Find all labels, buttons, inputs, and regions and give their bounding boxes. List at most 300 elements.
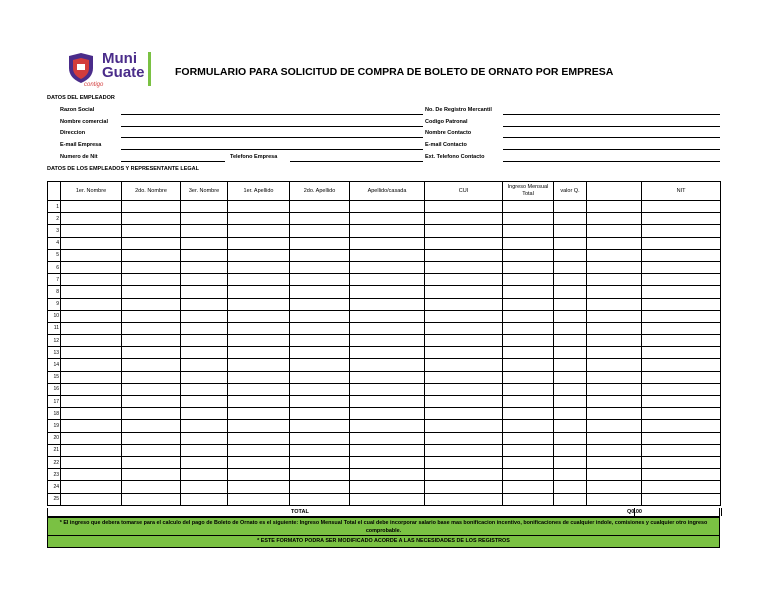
table-cell[interactable] xyxy=(425,335,503,347)
table-cell[interactable] xyxy=(228,322,290,334)
table-cell[interactable] xyxy=(122,249,181,261)
table-cell[interactable] xyxy=(61,201,122,213)
table-cell[interactable] xyxy=(228,261,290,273)
field-codigo-patronal[interactable] xyxy=(503,126,720,127)
table-cell[interactable] xyxy=(61,335,122,347)
table-cell[interactable] xyxy=(350,347,425,359)
table-cell[interactable] xyxy=(425,286,503,298)
table-cell[interactable] xyxy=(350,371,425,383)
table-cell[interactable] xyxy=(122,347,181,359)
table-cell[interactable] xyxy=(290,322,350,334)
table-cell[interactable] xyxy=(350,261,425,273)
table-cell[interactable] xyxy=(350,408,425,420)
table-cell[interactable] xyxy=(290,456,350,468)
table-cell[interactable] xyxy=(290,237,350,249)
table-cell[interactable] xyxy=(642,261,721,273)
table-cell[interactable] xyxy=(642,396,721,408)
table-cell[interactable] xyxy=(290,335,350,347)
table-cell[interactable] xyxy=(425,432,503,444)
table-cell[interactable] xyxy=(290,213,350,225)
table-cell[interactable] xyxy=(587,396,642,408)
field-nombre-contacto[interactable] xyxy=(503,137,720,138)
table-cell[interactable] xyxy=(503,225,554,237)
table-cell[interactable] xyxy=(503,249,554,261)
table-cell[interactable] xyxy=(350,359,425,371)
table-cell[interactable] xyxy=(181,396,228,408)
table-cell[interactable] xyxy=(503,347,554,359)
table-cell[interactable] xyxy=(503,213,554,225)
table-cell[interactable] xyxy=(181,481,228,493)
table-cell[interactable] xyxy=(290,274,350,286)
table-cell[interactable] xyxy=(122,371,181,383)
table-cell[interactable] xyxy=(122,359,181,371)
table-cell[interactable] xyxy=(554,201,587,213)
table-cell[interactable] xyxy=(290,420,350,432)
table-cell[interactable] xyxy=(554,493,587,505)
table-cell[interactable] xyxy=(587,261,642,273)
table-cell[interactable] xyxy=(425,469,503,481)
table-cell[interactable] xyxy=(290,371,350,383)
table-cell[interactable] xyxy=(61,322,122,334)
table-cell[interactable] xyxy=(228,225,290,237)
table-cell[interactable] xyxy=(181,347,228,359)
table-cell[interactable] xyxy=(61,249,122,261)
field-ext-telefono[interactable] xyxy=(503,161,720,162)
table-cell[interactable] xyxy=(425,408,503,420)
table-cell[interactable] xyxy=(554,444,587,456)
table-cell[interactable] xyxy=(503,444,554,456)
row-number: 2 xyxy=(48,213,61,225)
table-cell[interactable] xyxy=(642,225,721,237)
table-cell[interactable] xyxy=(503,408,554,420)
table-cell[interactable] xyxy=(425,249,503,261)
table-cell[interactable] xyxy=(587,286,642,298)
table-cell[interactable] xyxy=(122,261,181,273)
table-cell[interactable] xyxy=(181,456,228,468)
table-cell[interactable] xyxy=(425,347,503,359)
table-cell[interactable] xyxy=(642,213,721,225)
table-cell[interactable] xyxy=(554,286,587,298)
table-cell[interactable] xyxy=(122,432,181,444)
table-cell[interactable] xyxy=(554,481,587,493)
table-cell[interactable] xyxy=(587,298,642,310)
table-cell[interactable] xyxy=(642,432,721,444)
table-cell[interactable] xyxy=(61,383,122,395)
table-cell[interactable] xyxy=(61,481,122,493)
table-cell[interactable] xyxy=(554,347,587,359)
table-cell[interactable] xyxy=(181,420,228,432)
income-note: * El ingreso que debera tomarse para el calculo del pago de Boleto de Ornato es el siguiente: Ingreso Mensual Total el cual debe incorporar salario base mas bonificacion incentivo, bonificaciones de cualquier indole, comisiones y cualquier otro ingreso comprobable. xyxy=(47,517,720,536)
table-cell[interactable] xyxy=(61,371,122,383)
employees-table-body xyxy=(48,201,721,506)
table-cell[interactable] xyxy=(61,274,122,286)
table-cell[interactable] xyxy=(228,456,290,468)
table-cell[interactable] xyxy=(290,347,350,359)
table-cell[interactable] xyxy=(228,432,290,444)
table-cell[interactable] xyxy=(290,383,350,395)
table-cell[interactable] xyxy=(181,432,228,444)
header-cell xyxy=(587,182,642,201)
table-cell[interactable] xyxy=(503,261,554,273)
table-cell[interactable] xyxy=(228,310,290,322)
table-cell[interactable] xyxy=(425,310,503,322)
table-cell[interactable] xyxy=(554,298,587,310)
field-razon-social[interactable] xyxy=(121,114,423,115)
table-cell[interactable] xyxy=(122,213,181,225)
table-cell[interactable] xyxy=(228,335,290,347)
table-cell[interactable] xyxy=(350,396,425,408)
table-cell[interactable] xyxy=(290,444,350,456)
table-cell[interactable] xyxy=(181,408,228,420)
table-cell[interactable] xyxy=(290,249,350,261)
row-number: 4 xyxy=(48,237,61,249)
table-cell[interactable] xyxy=(181,383,228,395)
table-cell[interactable] xyxy=(554,322,587,334)
table-cell[interactable] xyxy=(642,298,721,310)
table-cell[interactable] xyxy=(61,261,122,273)
table-cell[interactable] xyxy=(290,432,350,444)
table-cell[interactable] xyxy=(642,201,721,213)
table-cell[interactable] xyxy=(350,225,425,237)
table-cell[interactable] xyxy=(503,286,554,298)
field-registro-mercantil[interactable] xyxy=(503,114,720,115)
table-cell[interactable] xyxy=(290,396,350,408)
table-cell[interactable] xyxy=(350,456,425,468)
table-cell[interactable] xyxy=(61,456,122,468)
table-cell[interactable] xyxy=(228,469,290,481)
table-cell[interactable] xyxy=(425,359,503,371)
table-cell[interactable] xyxy=(228,213,290,225)
table-cell[interactable] xyxy=(503,493,554,505)
table-cell[interactable] xyxy=(122,298,181,310)
table-cell[interactable] xyxy=(503,456,554,468)
table-cell[interactable] xyxy=(425,371,503,383)
table-cell[interactable] xyxy=(425,261,503,273)
table-cell[interactable] xyxy=(181,335,228,347)
table-cell[interactable] xyxy=(503,359,554,371)
field-telefono-empresa[interactable] xyxy=(290,161,423,162)
table-cell[interactable] xyxy=(61,432,122,444)
table-cell[interactable] xyxy=(228,274,290,286)
table-cell[interactable] xyxy=(122,456,181,468)
table-cell[interactable] xyxy=(425,481,503,493)
header-cell: 1er. Nombre xyxy=(61,182,122,201)
table-cell[interactable] xyxy=(503,322,554,334)
table-cell[interactable] xyxy=(503,237,554,249)
table-cell[interactable] xyxy=(425,237,503,249)
table-cell[interactable] xyxy=(290,408,350,420)
table-cell[interactable] xyxy=(181,371,228,383)
table-cell[interactable] xyxy=(122,274,181,286)
table-cell[interactable] xyxy=(587,420,642,432)
table-cell[interactable] xyxy=(503,298,554,310)
table-cell[interactable] xyxy=(350,335,425,347)
table-cell[interactable] xyxy=(181,249,228,261)
table-cell[interactable] xyxy=(587,237,642,249)
table-cell[interactable] xyxy=(181,444,228,456)
table-cell[interactable] xyxy=(587,225,642,237)
table-cell[interactable] xyxy=(587,359,642,371)
table-cell[interactable] xyxy=(425,444,503,456)
table-cell[interactable] xyxy=(554,420,587,432)
table-cell[interactable] xyxy=(350,469,425,481)
table-cell[interactable] xyxy=(587,335,642,347)
table-cell[interactable] xyxy=(122,201,181,213)
table-cell[interactable] xyxy=(554,371,587,383)
table-cell[interactable] xyxy=(228,237,290,249)
table-cell[interactable] xyxy=(61,444,122,456)
table-cell[interactable] xyxy=(181,274,228,286)
table-cell[interactable] xyxy=(503,469,554,481)
table-cell[interactable] xyxy=(228,371,290,383)
table-cell[interactable] xyxy=(425,420,503,432)
table-cell[interactable] xyxy=(290,310,350,322)
table-cell[interactable] xyxy=(61,225,122,237)
table-cell[interactable] xyxy=(554,335,587,347)
table-cell[interactable] xyxy=(642,371,721,383)
table-cell[interactable] xyxy=(642,420,721,432)
table-cell[interactable] xyxy=(642,456,721,468)
field-email-contacto[interactable] xyxy=(503,149,720,150)
table-cell[interactable] xyxy=(587,469,642,481)
table-cell[interactable] xyxy=(554,213,587,225)
table-cell[interactable] xyxy=(587,322,642,334)
table-cell[interactable] xyxy=(290,359,350,371)
table-cell[interactable] xyxy=(350,481,425,493)
table-row xyxy=(48,432,721,444)
table-cell[interactable] xyxy=(181,213,228,225)
table-cell[interactable] xyxy=(503,420,554,432)
table-cell[interactable] xyxy=(642,481,721,493)
table-cell[interactable] xyxy=(228,286,290,298)
table-cell[interactable] xyxy=(122,237,181,249)
table-cell[interactable] xyxy=(587,249,642,261)
table-cell[interactable] xyxy=(587,383,642,395)
table-cell[interactable] xyxy=(290,201,350,213)
table-cell[interactable] xyxy=(642,469,721,481)
table-cell[interactable] xyxy=(350,383,425,395)
table-cell[interactable] xyxy=(587,432,642,444)
table-cell[interactable] xyxy=(290,469,350,481)
table-cell[interactable] xyxy=(350,420,425,432)
table-cell[interactable] xyxy=(122,408,181,420)
table-cell[interactable] xyxy=(228,383,290,395)
table-cell[interactable] xyxy=(554,456,587,468)
table-cell[interactable] xyxy=(350,298,425,310)
table-cell[interactable] xyxy=(587,408,642,420)
table-cell[interactable] xyxy=(228,359,290,371)
table-cell[interactable] xyxy=(181,493,228,505)
table-cell[interactable] xyxy=(61,310,122,322)
row-number: 21 xyxy=(48,444,61,456)
table-cell[interactable] xyxy=(122,396,181,408)
table-cell[interactable] xyxy=(181,298,228,310)
table-cell[interactable] xyxy=(228,347,290,359)
table-cell[interactable] xyxy=(642,237,721,249)
table-cell[interactable] xyxy=(642,359,721,371)
table-cell[interactable] xyxy=(290,261,350,273)
table-cell[interactable] xyxy=(425,493,503,505)
table-cell[interactable] xyxy=(181,359,228,371)
row-number: 20 xyxy=(48,432,61,444)
table-cell[interactable] xyxy=(642,444,721,456)
field-email-empresa[interactable] xyxy=(121,149,423,150)
table-cell[interactable] xyxy=(350,237,425,249)
field-nombre-comercial[interactable] xyxy=(121,126,423,127)
table-cell[interactable] xyxy=(122,420,181,432)
header-cell: Ingreso Mensual Total xyxy=(503,182,554,201)
table-cell[interactable] xyxy=(122,481,181,493)
table-cell[interactable] xyxy=(425,322,503,334)
table-cell[interactable] xyxy=(554,383,587,395)
table-cell[interactable] xyxy=(642,408,721,420)
table-cell[interactable] xyxy=(181,237,228,249)
table-cell[interactable] xyxy=(228,444,290,456)
table-cell[interactable] xyxy=(503,310,554,322)
table-cell[interactable] xyxy=(181,201,228,213)
table-cell[interactable] xyxy=(181,286,228,298)
table-cell[interactable] xyxy=(587,481,642,493)
field-direccion[interactable] xyxy=(121,137,423,138)
table-cell[interactable] xyxy=(228,249,290,261)
table-cell[interactable] xyxy=(425,383,503,395)
table-cell[interactable] xyxy=(228,493,290,505)
table-cell[interactable] xyxy=(503,274,554,286)
table-cell[interactable] xyxy=(122,322,181,334)
table-cell[interactable] xyxy=(425,274,503,286)
table-cell[interactable] xyxy=(642,274,721,286)
table-cell[interactable] xyxy=(642,286,721,298)
table-cell[interactable] xyxy=(554,359,587,371)
table-cell[interactable] xyxy=(554,408,587,420)
table-cell[interactable] xyxy=(587,493,642,505)
table-cell[interactable] xyxy=(503,201,554,213)
table-cell[interactable] xyxy=(290,481,350,493)
table-cell[interactable] xyxy=(554,261,587,273)
table-cell[interactable] xyxy=(350,432,425,444)
table-cell[interactable] xyxy=(350,286,425,298)
table-cell[interactable] xyxy=(350,213,425,225)
table-cell[interactable] xyxy=(425,225,503,237)
table-cell[interactable] xyxy=(61,408,122,420)
table-cell[interactable] xyxy=(554,469,587,481)
table-cell[interactable] xyxy=(181,469,228,481)
table-cell[interactable] xyxy=(290,225,350,237)
table-cell[interactable] xyxy=(425,201,503,213)
table-cell[interactable] xyxy=(122,286,181,298)
field-numero-nit[interactable] xyxy=(121,161,225,162)
table-cell[interactable] xyxy=(587,371,642,383)
employees-table xyxy=(47,181,721,506)
table-cell[interactable] xyxy=(642,383,721,395)
table-cell[interactable] xyxy=(642,310,721,322)
table-cell[interactable] xyxy=(181,261,228,273)
table-cell[interactable] xyxy=(554,274,587,286)
table-cell[interactable] xyxy=(554,249,587,261)
table-cell[interactable] xyxy=(350,201,425,213)
table-cell[interactable] xyxy=(350,322,425,334)
table-cell[interactable] xyxy=(122,310,181,322)
table-cell[interactable] xyxy=(554,225,587,237)
table-cell[interactable] xyxy=(122,225,181,237)
table-cell[interactable] xyxy=(61,359,122,371)
table-cell[interactable] xyxy=(425,396,503,408)
table-cell[interactable] xyxy=(290,286,350,298)
table-cell[interactable] xyxy=(61,493,122,505)
table-cell[interactable] xyxy=(228,420,290,432)
table-cell[interactable] xyxy=(503,481,554,493)
table-cell[interactable] xyxy=(228,201,290,213)
table-cell[interactable] xyxy=(181,310,228,322)
table-cell[interactable] xyxy=(642,493,721,505)
table-cell[interactable] xyxy=(587,213,642,225)
table-cell[interactable] xyxy=(350,493,425,505)
table-cell[interactable] xyxy=(554,237,587,249)
table-cell[interactable] xyxy=(587,347,642,359)
table-cell[interactable] xyxy=(350,310,425,322)
table-cell[interactable] xyxy=(228,408,290,420)
table-cell[interactable] xyxy=(587,201,642,213)
table-cell[interactable] xyxy=(61,213,122,225)
table-cell[interactable] xyxy=(122,383,181,395)
table-cell[interactable] xyxy=(122,444,181,456)
table-cell[interactable] xyxy=(554,310,587,322)
table-cell[interactable] xyxy=(425,213,503,225)
table-cell[interactable] xyxy=(587,444,642,456)
logo-line1: Muni xyxy=(102,50,137,67)
table-cell[interactable] xyxy=(61,298,122,310)
table-cell[interactable] xyxy=(425,456,503,468)
table-cell[interactable] xyxy=(642,322,721,334)
table-cell[interactable] xyxy=(122,493,181,505)
table-cell[interactable] xyxy=(350,444,425,456)
table-cell[interactable] xyxy=(587,456,642,468)
table-cell[interactable] xyxy=(61,237,122,249)
table-cell[interactable] xyxy=(425,298,503,310)
table-cell[interactable] xyxy=(181,322,228,334)
label-razon-social: Razon Social xyxy=(60,107,95,113)
table-cell[interactable] xyxy=(228,481,290,493)
table-cell[interactable] xyxy=(587,310,642,322)
table-cell[interactable] xyxy=(290,493,350,505)
table-cell[interactable] xyxy=(61,420,122,432)
table-cell[interactable] xyxy=(228,396,290,408)
table-cell[interactable] xyxy=(587,274,642,286)
table-cell[interactable] xyxy=(503,396,554,408)
table-cell[interactable] xyxy=(642,347,721,359)
table-cell[interactable] xyxy=(642,249,721,261)
table-cell[interactable] xyxy=(181,225,228,237)
table-cell[interactable] xyxy=(503,335,554,347)
table-cell[interactable] xyxy=(61,469,122,481)
table-cell[interactable] xyxy=(503,371,554,383)
table-cell[interactable] xyxy=(61,396,122,408)
table-cell[interactable] xyxy=(554,396,587,408)
table-cell[interactable] xyxy=(642,335,721,347)
table-cell[interactable] xyxy=(554,432,587,444)
table-cell[interactable] xyxy=(503,383,554,395)
table-cell[interactable] xyxy=(228,298,290,310)
table-cell[interactable] xyxy=(61,286,122,298)
table-cell[interactable] xyxy=(290,298,350,310)
table-cell[interactable] xyxy=(122,335,181,347)
table-cell[interactable] xyxy=(122,469,181,481)
table-cell[interactable] xyxy=(350,274,425,286)
table-cell[interactable] xyxy=(350,249,425,261)
table-row xyxy=(48,456,721,468)
table-cell[interactable] xyxy=(503,432,554,444)
table-cell[interactable] xyxy=(61,347,122,359)
